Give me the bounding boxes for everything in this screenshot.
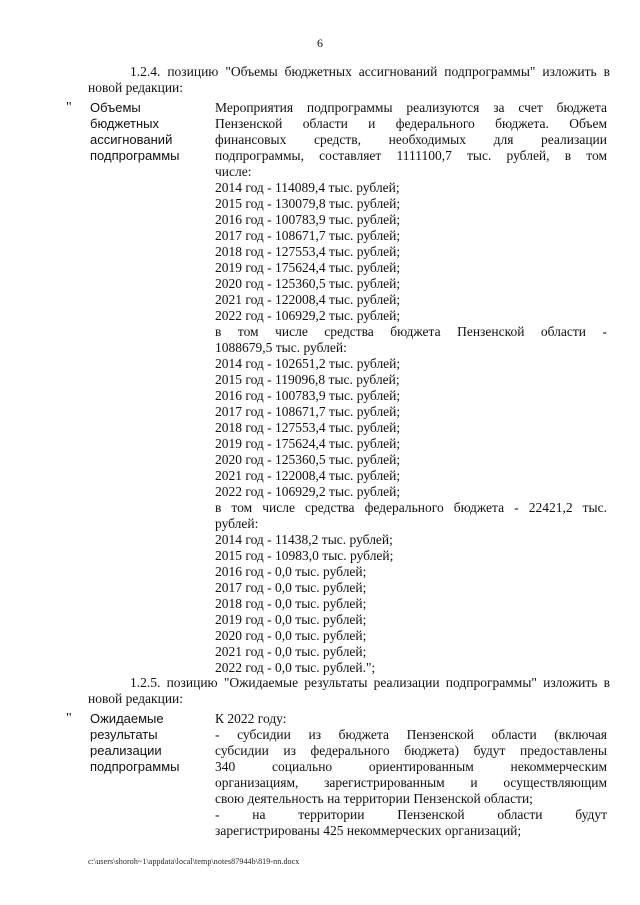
section-125-label-line: реализации [90,743,162,758]
value-line: 2021 год - 0,0 тыс. рублей; [215,644,367,659]
section-125-label-line: Ожидаемые [90,711,164,726]
value-line: субсидии из федерального бюджета) будут предоставлены [215,743,607,758]
section-124-label-line: ассигнований [90,132,173,147]
page-number: 6 [317,36,323,50]
section-124-value [215,100,607,676]
value-line: Мероприятия подпрограммы реализуются за счет бюджета [215,100,607,115]
value-line: в том числе средства федерального бюджета - 22421,2 тыс. [215,500,607,515]
value-line: свою деятельность на территории Пензенской области; [215,791,533,806]
value-line: рублей: [215,516,259,531]
section-125-intro [88,675,610,707]
value-line: 2018 год - 127553,4 тыс. рублей; [215,420,401,435]
value-line: 340 социально ориентированным некоммерческим [215,759,607,774]
section-125-label-line: подпрограммы [90,759,180,774]
section-124-intro [88,64,610,96]
section-124-label-line: бюджетных [90,116,159,131]
value-line: 2015 год - 10983,0 тыс. рублей; [215,548,394,563]
section-124-label-line: Объемы [90,100,141,115]
value-line: 2021 год - 122008,4 тыс. рублей; [215,468,401,483]
value-line: 2014 год - 11438,2 тыс. рублей; [215,532,393,547]
value-line: числе: [215,164,252,179]
value-line: 2017 год - 108671,7 тыс. рублей; [215,404,401,419]
section-125-value [215,711,607,839]
value-line: 2015 год - 130079,8 тыс. рублей; [215,196,401,211]
value-line: 2018 год - 0,0 тыс. рублей; [215,596,367,611]
value-line: 2018 год - 127553,4 тыс. рублей; [215,244,401,259]
value-line: 2021 год - 122008,4 тыс. рублей; [215,292,401,307]
value-line: в том числе средства бюджета Пензенской области - [215,324,607,339]
value-line: Пензенской области и федерального бюджета. Объем [215,116,607,131]
value-line: финансовых средств, необходимых для реализации [215,132,607,147]
section-124-intro-text: 1.2.4. позицию "Объемы бюджетных ассигнований подпрограммы" изложить в новой редакции: [88,64,610,95]
footer-file-path: c:\users\shoroh~1\appdata\local\temp\notes87944b\819-nn.docx [88,857,300,866]
value-line: 2020 год - 125360,5 тыс. рублей; [215,276,401,291]
section-125-label [90,711,210,775]
value-line: 2020 год - 0,0 тыс. рублей; [215,628,367,643]
value-line: - субсидии из бюджета Пензенской области (включая [215,727,607,742]
value-line: 2017 год - 0,0 тыс. рублей; [215,580,367,595]
section-125-label-line: результаты [90,727,158,742]
value-line: 2019 год - 175624,4 тыс. рублей; [215,436,401,451]
value-line: 2017 год - 108671,7 тыс. рублей; [215,228,401,243]
value-line: 2014 год - 114089,4 тыс. рублей; [215,180,400,195]
section-125-quote-mark: " [66,711,72,726]
value-line: 1088679,5 тыс. рублей: [215,340,347,355]
value-line: 2019 год - 175624,4 тыс. рублей; [215,260,401,275]
value-line: 2019 год - 0,0 тыс. рублей; [215,612,367,627]
value-line: 2022 год - 106929,2 тыс. рублей; [215,484,401,499]
value-line: 2020 год - 125360,5 тыс. рублей; [215,452,401,467]
section-124-quote-mark: " [66,100,72,115]
section-125-intro-text: 1.2.5. позицию "Ожидаемые результаты реализации подпрограммы" изложить в новой редакции: [88,675,610,706]
value-line: зарегистрированы 425 некоммерческих организаций; [215,823,522,838]
value-line: 2016 год - 100783,9 тыс. рублей; [215,388,401,403]
section-124-label [90,100,210,164]
value-line: К 2022 году: [215,711,287,726]
value-line: 2014 год - 102651,2 тыс. рублей; [215,356,401,371]
value-line: подпрограммы, составляет 1111100,7 тыс. рублей, в том [215,148,607,163]
value-line: организациям, зарегистрированным и осуществляющим [215,775,607,790]
value-line: 2015 год - 119096,8 тыс. рублей; [215,372,400,387]
value-line: 2022 год - 0,0 тыс. рублей."; [215,660,376,675]
value-line: 2016 год - 100783,9 тыс. рублей; [215,212,401,227]
value-line: 2016 год - 0,0 тыс. рублей; [215,564,367,579]
value-line: 2022 год - 106929,2 тыс. рублей; [215,308,401,323]
value-line: - на территории Пензенской области будут [215,807,607,822]
section-124-label-line: подпрограммы [90,148,180,163]
